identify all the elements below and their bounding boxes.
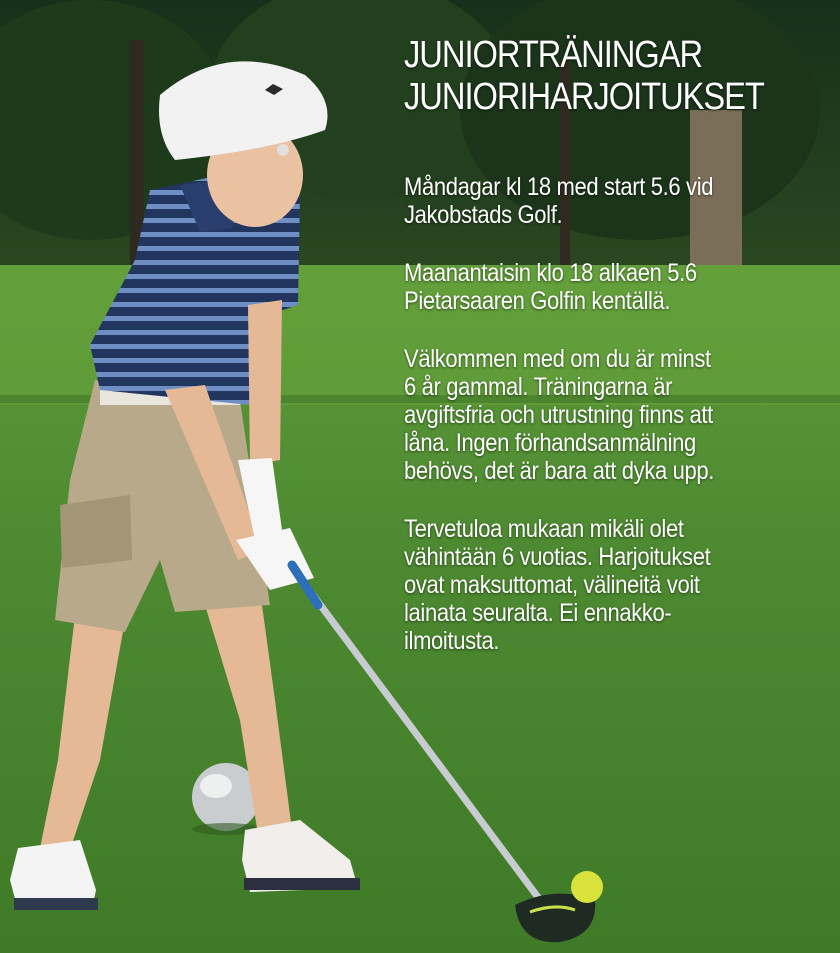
welcome-finnish: Tervetuloa mukaan mikäli olet vähintään 6 vuotias. Harjoitukset ovat maksuttomat, välineitä voit lainata seuralta. Ei ennakko- ilmoitusta. [404,515,711,655]
title-finnish: JUNIORIHARJOITUKSET [404,76,764,118]
welcome-swedish: Välkommen med om du är minst 6 år gammal. Träningarna är avgiftsfria och utrustning finns att låna. Ingen förhandsanmälning behövs, det är bara att dyka upp. [404,345,715,485]
schedule-finnish: Maanantaisin klo 18 alkaen 5.6 Pietarsaaren Golfin kentällä. [404,259,697,315]
schedule-swedish: Måndagar kl 18 med start 5.6 vid Jakobstads Golf. [404,173,714,229]
title-swedish: JUNIORTRÄNINGAR [404,34,703,76]
poster-title [404,34,765,118]
poster-text [404,34,824,655]
